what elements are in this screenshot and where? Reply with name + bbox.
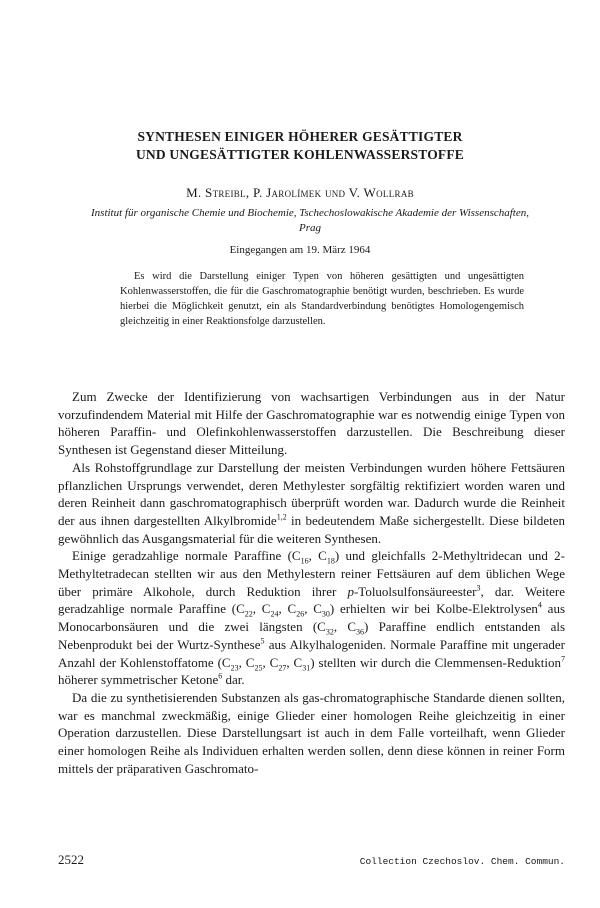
affiliation-line-2: Prag: [299, 222, 321, 234]
paragraph-2-text-a: Als Rohstoffgrundlage zur Darstellung der meisten Verbindungen wurden höhere Fettsäuren pflanzlichen Ursprungs verwendet, deren Methylester sorgfältig rektifiziert worden waren und deren Reinheit dann gaschromatographisch überprüft worden war. Dadurch wurde die Reinheit der aus ihnen dargestellten Alkylbromide: [58, 459, 565, 528]
paragraph-1: Zum Zwecke der Identifizierung von wachsartigen Verbindungen aus in der Natur vorzufindendem Material mit Hilfe der Gaschromatographie war es notwendig einige Typen von höheren Paraffin- und Olefinkohlenwasserstoffen darzustellen. Die Beschreibung dieser Synthesen ist Gegenstand dieser Mitteilung.: [58, 389, 565, 458]
p3-sub: 24: [270, 610, 279, 620]
p3-sub: 25: [254, 663, 263, 673]
citation-1-2: 1,2: [276, 512, 287, 522]
p3-seg: , C: [262, 654, 279, 670]
p3-sub: 22: [244, 610, 253, 620]
page-number: 2522: [58, 852, 84, 867]
p3-seg: ) und gleichfalls 2-Methyltridecan und 2-Methyltetradecan stellten wir aus den Methylestern reiner Fettsäuren auf dem üblichen Wege über primäre Alkohole, durch Reduktion ihrer: [58, 548, 565, 599]
affiliation: [60, 206, 560, 236]
p3-sub: 30: [321, 610, 330, 620]
title-line-1: SYNTHESEN EINIGER HÖHERER GESÄTTIGTER: [137, 129, 463, 144]
paragraph-3: [58, 547, 565, 689]
authors: M. Streibl, P. Jarolímek und V. Wollrab: [186, 185, 414, 200]
citation-3: 3: [476, 583, 481, 593]
p3-seg: Einige geradzahlige normale Paraffine (C: [72, 548, 301, 564]
journal-name: Collection Czechoslov. Chem. Commun.: [359, 856, 565, 867]
paragraph-2-text-b: in bedeutendem Maße sichergestellt. Diese bildeten gewöhnlich das Ausgangsmaterial für die weiteren Synthesen.: [58, 512, 565, 546]
citation-4: 4: [537, 601, 542, 611]
p3-seg: , C: [304, 601, 322, 617]
p3-seg: , C: [238, 654, 255, 670]
p3-seg: , C: [333, 619, 356, 635]
p3-italic: p: [347, 583, 354, 599]
p3-sub: 32: [325, 627, 334, 637]
p3-sub: 16: [300, 556, 309, 566]
p3-seg: höherer symmetrischer Ketone: [58, 672, 219, 688]
p3-seg: , C: [252, 601, 271, 617]
citation-7: 7: [561, 654, 566, 664]
p3-seg: ) stellten wir durch die Clemmensen-Reduktion: [310, 654, 562, 670]
citation-6: 6: [218, 671, 223, 681]
p3-sub: 23: [230, 663, 239, 673]
p3-sub: 36: [356, 627, 364, 637]
abstract: Es wird die Darstellung einiger Typen von höheren gesättigten und ungesättigten Kohlenwasserstoffen, die für die Gaschromatographie benötigt wurden, beschrieben. Es wurde hierbei die Möglichkeit genutzt, ein als Standardverbindung benötigtes Homologengemisch gleichzeitig in einer Reaktionsfolge darzustellen.: [120, 271, 524, 327]
affiliation-line-1: Institut für organische Chemie und Biochemie, Tschechoslowakische Akademie der Wissenschaften,: [91, 207, 529, 219]
body-text: [58, 388, 565, 777]
p3-seg: aus Alkylhalogeniden. Normale Paraffine mit ungerader Anzahl der Kohlenstoffatome (C: [58, 636, 565, 670]
p3-sub: 18: [326, 556, 335, 566]
p3-seg: dar.: [222, 672, 245, 688]
received-date: Eingegangen am 19. März 1964: [229, 244, 371, 256]
p3-sub: 27: [278, 663, 287, 673]
page-footer: [58, 852, 565, 868]
p3-seg: , C: [278, 601, 297, 617]
paragraph-2: [58, 459, 565, 548]
p3-seg: , dar. Weitere geradzahlige normale Paraffine (C: [58, 583, 565, 617]
paper-title: [0, 128, 600, 164]
citation-5: 5: [260, 636, 265, 646]
p3-seg: -Toluolsulfonsäureester: [353, 583, 477, 599]
p3-seg: ) Paraffine endlich entstanden als Nebenprodukt bei der Wurtz-Synthese: [58, 619, 566, 652]
title-line-2: UND UNGESÄTTIGTER KOHLENWASSERSTOFFE: [135, 147, 465, 162]
p3-seg: , C: [286, 654, 303, 670]
p3-seg: ) erhielten wir bei Kolbe-Elektrolysen: [329, 601, 538, 617]
p3-seg: , C: [308, 548, 327, 564]
p3-sub: 26: [296, 610, 305, 620]
paragraph-4: Da die zu synthetisierenden Substanzen als gas-chromatographische Standarde dienen sollten, war es manchmal zweckmäßig, einige Glieder einer homologen Reihe gleichzeitig in einer Operation darzustellen. Diese Darstellungsart ist auch in dem Falle vorteilhaft, wenn Glieder einer homologen Reihe als Individuen erhalten werden sollen, denn diese können in reiner Form mittels der präparativen Gaschromato-: [58, 689, 565, 776]
p3-seg: aus Monocarbonsäuren und die zwei längsten (C: [58, 601, 566, 635]
p3-sub: 31: [302, 663, 311, 673]
